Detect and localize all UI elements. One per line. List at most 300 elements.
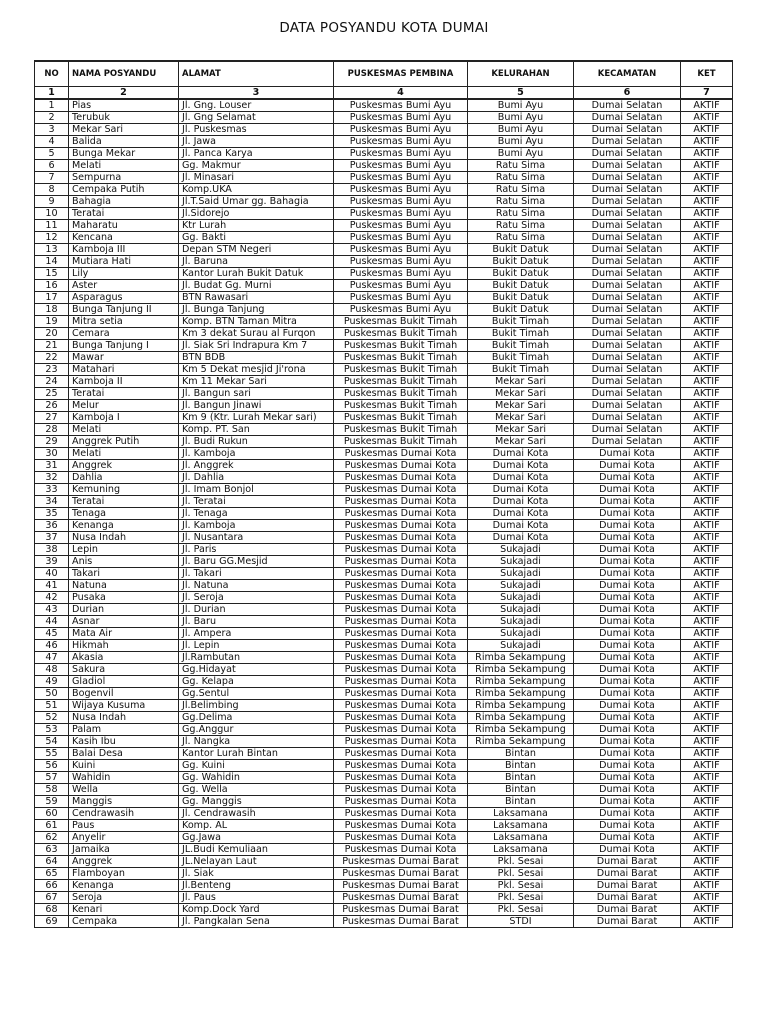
cell-kelurahan: Sukajadi — [468, 604, 574, 616]
cell-no: 29 — [35, 436, 69, 448]
cell-puskesmas-pembina: Puskesmas Dumai Barat — [334, 868, 468, 880]
cell-no: 38 — [35, 544, 69, 556]
table-row — [35, 796, 733, 808]
cell-kecamatan: Dumai Selatan — [574, 364, 681, 376]
cell-no: 15 — [35, 268, 69, 280]
cell-ket: AKTIF — [681, 736, 733, 748]
cell-kecamatan: Dumai Kota — [574, 808, 681, 820]
cell-no: 35 — [35, 508, 69, 520]
cell-puskesmas-pembina: Puskesmas Dumai Kota — [334, 508, 468, 520]
cell-alamat: Jl. Tenaga — [179, 508, 334, 520]
cell-puskesmas-pembina: Puskesmas Bukit Timah — [334, 328, 468, 340]
table-row — [35, 820, 733, 832]
cell-kelurahan: Bumi Ayu — [468, 124, 574, 136]
cell-alamat: Depan STM Negeri — [179, 244, 334, 256]
cell-alamat: Jl.Rambutan — [179, 652, 334, 664]
cell-no: 11 — [35, 220, 69, 232]
cell-kecamatan: Dumai Selatan — [574, 184, 681, 196]
cell-kecamatan: Dumai Kota — [574, 640, 681, 652]
table-row — [35, 448, 733, 460]
cell-ket: AKTIF — [681, 424, 733, 436]
cell-kelurahan: Bukit Datuk — [468, 280, 574, 292]
cell-kecamatan: Dumai Selatan — [574, 112, 681, 124]
cell-ket: AKTIF — [681, 592, 733, 604]
cell-puskesmas-pembina: Puskesmas Dumai Kota — [334, 472, 468, 484]
cell-kecamatan: Dumai Kota — [574, 544, 681, 556]
cell-nama-posyandu: Jamaika — [69, 844, 179, 856]
cell-nama-posyandu: Kamboja I — [69, 412, 179, 424]
cell-ket: AKTIF — [681, 184, 733, 196]
table-row — [35, 568, 733, 580]
cell-ket: AKTIF — [681, 400, 733, 412]
cell-puskesmas-pembina: Puskesmas Bumi Ayu — [334, 292, 468, 304]
cell-nama-posyandu: Melati — [69, 424, 179, 436]
cell-alamat: Jl.Sidorejo — [179, 208, 334, 220]
cell-alamat: Jl. Bangun sari — [179, 388, 334, 400]
cell-kelurahan: Laksamana — [468, 832, 574, 844]
cell-alamat: Jl. Minasari — [179, 172, 334, 184]
cell-alamat: Gg. Makmur — [179, 160, 334, 172]
cell-nama-posyandu: Natuna — [69, 580, 179, 592]
cell-kelurahan: Pkl. Sesai — [468, 904, 574, 916]
cell-puskesmas-pembina: Puskesmas Dumai Kota — [334, 808, 468, 820]
cell-puskesmas-pembina: Puskesmas Dumai Kota — [334, 772, 468, 784]
cell-nama-posyandu: Asparagus — [69, 292, 179, 304]
cell-nama-posyandu: Akasia — [69, 652, 179, 664]
cell-no: 34 — [35, 496, 69, 508]
cell-alamat: Jl.Belimbing — [179, 700, 334, 712]
cell-ket: AKTIF — [681, 760, 733, 772]
cell-no: 30 — [35, 448, 69, 460]
table-row — [35, 544, 733, 556]
cell-kelurahan: Sukajadi — [468, 616, 574, 628]
cell-alamat: Jl. Puskesmas — [179, 124, 334, 136]
cell-puskesmas-pembina: Puskesmas Bumi Ayu — [334, 112, 468, 124]
cell-ket: AKTIF — [681, 472, 733, 484]
cell-kecamatan: Dumai Kota — [574, 844, 681, 856]
cell-kecamatan: Dumai Barat — [574, 880, 681, 892]
cell-ket: AKTIF — [681, 832, 733, 844]
cell-nama-posyandu: Palam — [69, 724, 179, 736]
cell-nama-posyandu: Lily — [69, 268, 179, 280]
cell-ket: AKTIF — [681, 568, 733, 580]
cell-kecamatan: Dumai Kota — [574, 712, 681, 724]
cell-nama-posyandu: Kamboja II — [69, 376, 179, 388]
cell-kelurahan: Dumai Kota — [468, 496, 574, 508]
cell-kelurahan: Bintan — [468, 748, 574, 760]
table-row — [35, 340, 733, 352]
cell-ket: AKTIF — [681, 412, 733, 424]
cell-nama-posyandu: Sempurna — [69, 172, 179, 184]
cell-no: 19 — [35, 316, 69, 328]
cell-no: 66 — [35, 880, 69, 892]
cell-puskesmas-pembina: Puskesmas Bumi Ayu — [334, 304, 468, 316]
cell-ket: AKTIF — [681, 652, 733, 664]
table-row — [35, 580, 733, 592]
cell-ket: AKTIF — [681, 172, 733, 184]
page-title: DATA POSYANDU KOTA DUMAI — [279, 20, 489, 36]
cell-nama-posyandu: Pias — [69, 99, 179, 112]
cell-ket: AKTIF — [681, 820, 733, 832]
table-row — [35, 316, 733, 328]
table-row — [35, 256, 733, 268]
cell-nama-posyandu: Tenaga — [69, 508, 179, 520]
cell-nama-posyandu: Mutiara Hati — [69, 256, 179, 268]
cell-no: 27 — [35, 412, 69, 424]
table-row — [35, 892, 733, 904]
cell-ket: AKTIF — [681, 448, 733, 460]
cell-ket: AKTIF — [681, 844, 733, 856]
cell-ket: AKTIF — [681, 712, 733, 724]
cell-kelurahan: Sukajadi — [468, 628, 574, 640]
table-row — [35, 868, 733, 880]
cell-no: 24 — [35, 376, 69, 388]
cell-alamat: Ktr Lurah — [179, 220, 334, 232]
cell-kelurahan: Bintan — [468, 760, 574, 772]
table-row — [35, 232, 733, 244]
cell-ket: AKTIF — [681, 148, 733, 160]
cell-kecamatan: Dumai Kota — [574, 796, 681, 808]
cell-alamat: Komp.Dock Yard — [179, 904, 334, 916]
cell-puskesmas-pembina: Puskesmas Dumai Kota — [334, 592, 468, 604]
cell-puskesmas-pembina: Puskesmas Dumai Kota — [334, 724, 468, 736]
cell-kelurahan: Bukit Datuk — [468, 244, 574, 256]
cell-kelurahan: Mekar Sari — [468, 400, 574, 412]
cell-alamat: Komp. BTN Taman Mitra — [179, 316, 334, 328]
column-number: 4 — [334, 87, 468, 100]
cell-kecamatan: Dumai Kota — [574, 508, 681, 520]
cell-alamat: Km 3 dekat Surau al Furqon — [179, 328, 334, 340]
table-row — [35, 748, 733, 760]
header-no: NO — [35, 61, 69, 87]
cell-no: 26 — [35, 400, 69, 412]
cell-kecamatan: Dumai Kota — [574, 832, 681, 844]
cell-puskesmas-pembina: Puskesmas Bumi Ayu — [334, 172, 468, 184]
cell-kecamatan: Dumai Selatan — [574, 220, 681, 232]
table-row — [35, 484, 733, 496]
cell-ket: AKTIF — [681, 772, 733, 784]
cell-kelurahan: Rimba Sekampung — [468, 712, 574, 724]
header-row — [35, 61, 733, 87]
cell-alamat: Gg. Kelapa — [179, 676, 334, 688]
cell-ket: AKTIF — [681, 664, 733, 676]
cell-nama-posyandu: Durian — [69, 604, 179, 616]
cell-no: 49 — [35, 676, 69, 688]
cell-kelurahan: Bukit Timah — [468, 316, 574, 328]
cell-no: 7 — [35, 172, 69, 184]
cell-nama-posyandu: Kasih Ibu — [69, 736, 179, 748]
table-row — [35, 160, 733, 172]
cell-kelurahan: Dumai Kota — [468, 460, 574, 472]
cell-alamat: Jl. Bangun Jinawi — [179, 400, 334, 412]
cell-kelurahan: Pkl. Sesai — [468, 880, 574, 892]
cell-ket: AKTIF — [681, 280, 733, 292]
cell-ket: AKTIF — [681, 880, 733, 892]
cell-kecamatan: Dumai Selatan — [574, 136, 681, 148]
cell-kecamatan: Dumai Selatan — [574, 328, 681, 340]
cell-puskesmas-pembina: Puskesmas Bumi Ayu — [334, 148, 468, 160]
cell-kecamatan: Dumai Kota — [574, 460, 681, 472]
cell-puskesmas-pembina: Puskesmas Dumai Kota — [334, 520, 468, 532]
table-row — [35, 556, 733, 568]
cell-puskesmas-pembina: Puskesmas Dumai Kota — [334, 628, 468, 640]
cell-kecamatan: Dumai Selatan — [574, 99, 681, 112]
cell-kecamatan: Dumai Kota — [574, 604, 681, 616]
cell-ket: AKTIF — [681, 256, 733, 268]
cell-kelurahan: Sukajadi — [468, 568, 574, 580]
cell-kelurahan: Dumai Kota — [468, 472, 574, 484]
cell-kelurahan: Rimba Sekampung — [468, 724, 574, 736]
table-row — [35, 712, 733, 724]
cell-ket: AKTIF — [681, 796, 733, 808]
cell-kecamatan: Dumai Selatan — [574, 304, 681, 316]
cell-kecamatan: Dumai Selatan — [574, 172, 681, 184]
cell-alamat: Jl. Seroja — [179, 592, 334, 604]
cell-nama-posyandu: Nusa Indah — [69, 532, 179, 544]
cell-nama-posyandu: Kuini — [69, 760, 179, 772]
cell-puskesmas-pembina: Puskesmas Bukit Timah — [334, 436, 468, 448]
table-row — [35, 640, 733, 652]
table-row — [35, 460, 733, 472]
cell-kelurahan: Sukajadi — [468, 592, 574, 604]
cell-ket: AKTIF — [681, 784, 733, 796]
cell-nama-posyandu: Teratai — [69, 496, 179, 508]
cell-alamat: Kantor Lurah Bintan — [179, 748, 334, 760]
cell-kelurahan: Bukit Datuk — [468, 268, 574, 280]
cell-puskesmas-pembina: Puskesmas Dumai Barat — [334, 892, 468, 904]
cell-puskesmas-pembina: Puskesmas Dumai Kota — [334, 832, 468, 844]
table-row — [35, 772, 733, 784]
cell-puskesmas-pembina: Puskesmas Dumai Kota — [334, 448, 468, 460]
cell-alamat: Jl. Kamboja — [179, 448, 334, 460]
cell-alamat: Jl. Panca Karya — [179, 148, 334, 160]
cell-puskesmas-pembina: Puskesmas Bukit Timah — [334, 352, 468, 364]
cell-no: 57 — [35, 772, 69, 784]
cell-alamat: Jl. Siak Sri Indrapura Km 7 — [179, 340, 334, 352]
cell-kecamatan: Dumai Barat — [574, 856, 681, 868]
cell-alamat: Jl. Baruna — [179, 256, 334, 268]
cell-nama-posyandu: Balai Desa — [69, 748, 179, 760]
cell-ket: AKTIF — [681, 904, 733, 916]
cell-alamat: Jl. Baru — [179, 616, 334, 628]
cell-alamat: Jl. Gng Selamat — [179, 112, 334, 124]
cell-puskesmas-pembina: Puskesmas Dumai Kota — [334, 604, 468, 616]
cell-puskesmas-pembina: Puskesmas Dumai Kota — [334, 556, 468, 568]
cell-alamat: Jl.T.Said Umar gg. Bahagia — [179, 196, 334, 208]
cell-alamat: Jl. Imam Bonjol — [179, 484, 334, 496]
cell-alamat: Jl.Benteng — [179, 880, 334, 892]
cell-puskesmas-pembina: Puskesmas Bumi Ayu — [334, 268, 468, 280]
cell-alamat: Kantor Lurah Bukit Datuk — [179, 268, 334, 280]
cell-kecamatan: Dumai Kota — [574, 556, 681, 568]
cell-nama-posyandu: Kenanga — [69, 520, 179, 532]
table-row — [35, 688, 733, 700]
cell-ket: AKTIF — [681, 604, 733, 616]
cell-no: 6 — [35, 160, 69, 172]
cell-puskesmas-pembina: Puskesmas Dumai Kota — [334, 496, 468, 508]
cell-alamat: Km 5 Dekat mesjid Ji'rona — [179, 364, 334, 376]
cell-alamat: Gg. Kuini — [179, 760, 334, 772]
cell-alamat: Gg. Wella — [179, 784, 334, 796]
cell-ket: AKTIF — [681, 532, 733, 544]
header-alamat: ALAMAT — [179, 61, 334, 87]
table-row — [35, 99, 733, 112]
cell-kelurahan: Dumai Kota — [468, 532, 574, 544]
cell-ket: AKTIF — [681, 220, 733, 232]
cell-kelurahan: Laksamana — [468, 820, 574, 832]
header-kelurahan: KELURAHAN — [468, 61, 574, 87]
cell-no: 48 — [35, 664, 69, 676]
cell-puskesmas-pembina: Puskesmas Bukit Timah — [334, 316, 468, 328]
table-row — [35, 292, 733, 304]
cell-ket: AKTIF — [681, 232, 733, 244]
table-row — [35, 208, 733, 220]
cell-puskesmas-pembina: Puskesmas Bumi Ayu — [334, 256, 468, 268]
cell-kecamatan: Dumai Selatan — [574, 160, 681, 172]
cell-kecamatan: Dumai Barat — [574, 868, 681, 880]
column-number: 5 — [468, 87, 574, 100]
cell-ket: AKTIF — [681, 304, 733, 316]
cell-puskesmas-pembina: Puskesmas Dumai Kota — [334, 532, 468, 544]
table-row — [35, 364, 733, 376]
cell-nama-posyandu: Kenanga — [69, 880, 179, 892]
column-number: 2 — [69, 87, 179, 100]
cell-nama-posyandu: Matahari — [69, 364, 179, 376]
cell-kelurahan: Rimba Sekampung — [468, 688, 574, 700]
table-row — [35, 880, 733, 892]
cell-nama-posyandu: Anggrek Putih — [69, 436, 179, 448]
cell-puskesmas-pembina: Puskesmas Dumai Kota — [334, 484, 468, 496]
cell-no: 20 — [35, 328, 69, 340]
table-row — [35, 196, 733, 208]
cell-ket: AKTIF — [681, 700, 733, 712]
cell-alamat: Gg.Sentul — [179, 688, 334, 700]
cell-kelurahan: Mekar Sari — [468, 388, 574, 400]
cell-no: 53 — [35, 724, 69, 736]
column-number: 7 — [681, 87, 733, 100]
cell-kelurahan: Pkl. Sesai — [468, 856, 574, 868]
cell-alamat: Jl. Cendrawasih — [179, 808, 334, 820]
cell-alamat: Komp.UKA — [179, 184, 334, 196]
cell-kelurahan: Bukit Datuk — [468, 292, 574, 304]
cell-kecamatan: Dumai Kota — [574, 592, 681, 604]
cell-alamat: Jl. Takari — [179, 568, 334, 580]
table-row — [35, 664, 733, 676]
cell-ket: AKTIF — [681, 352, 733, 364]
cell-no: 64 — [35, 856, 69, 868]
cell-kecamatan: Dumai Kota — [574, 724, 681, 736]
cell-puskesmas-pembina: Puskesmas Dumai Kota — [334, 700, 468, 712]
cell-puskesmas-pembina: Puskesmas Dumai Kota — [334, 460, 468, 472]
cell-kecamatan: Dumai Barat — [574, 916, 681, 928]
cell-nama-posyandu: Kemuning — [69, 484, 179, 496]
cell-kecamatan: Dumai Selatan — [574, 196, 681, 208]
cell-nama-posyandu: Cempaka Putih — [69, 184, 179, 196]
cell-no: 40 — [35, 568, 69, 580]
cell-ket: AKTIF — [681, 892, 733, 904]
cell-no: 18 — [35, 304, 69, 316]
table-row — [35, 352, 733, 364]
cell-ket: AKTIF — [681, 376, 733, 388]
cell-no: 32 — [35, 472, 69, 484]
cell-kelurahan: Rimba Sekampung — [468, 652, 574, 664]
cell-puskesmas-pembina: Puskesmas Bumi Ayu — [334, 99, 468, 112]
cell-puskesmas-pembina: Puskesmas Dumai Kota — [334, 712, 468, 724]
cell-alamat: Gg. Wahidin — [179, 772, 334, 784]
cell-no: 4 — [35, 136, 69, 148]
table-row — [35, 124, 733, 136]
cell-kecamatan: Dumai Selatan — [574, 208, 681, 220]
cell-no: 36 — [35, 520, 69, 532]
cell-puskesmas-pembina: Puskesmas Dumai Kota — [334, 676, 468, 688]
cell-kecamatan: Dumai Selatan — [574, 268, 681, 280]
cell-no: 14 — [35, 256, 69, 268]
table-row — [35, 604, 733, 616]
cell-alamat: Jl. Paus — [179, 892, 334, 904]
cell-kecamatan: Dumai Selatan — [574, 388, 681, 400]
cell-alamat: Jl. Natuna — [179, 580, 334, 592]
table-row — [35, 760, 733, 772]
cell-alamat: Jl. Durian — [179, 604, 334, 616]
cell-nama-posyandu: Flamboyan — [69, 868, 179, 880]
cell-puskesmas-pembina: Puskesmas Bukit Timah — [334, 376, 468, 388]
cell-ket: AKTIF — [681, 688, 733, 700]
cell-no: 25 — [35, 388, 69, 400]
cell-no: 43 — [35, 604, 69, 616]
header-kecamatan: KECAMATAN — [574, 61, 681, 87]
table-row — [35, 388, 733, 400]
cell-ket: AKTIF — [681, 112, 733, 124]
cell-puskesmas-pembina: Puskesmas Dumai Kota — [334, 736, 468, 748]
cell-nama-posyandu: Mitra setia — [69, 316, 179, 328]
cell-alamat: Gg.Anggur — [179, 724, 334, 736]
cell-alamat: Jl. Budi Rukun — [179, 436, 334, 448]
cell-kelurahan: Sukajadi — [468, 580, 574, 592]
cell-ket: AKTIF — [681, 124, 733, 136]
cell-alamat: Km 9 (Ktr. Lurah Mekar sari) — [179, 412, 334, 424]
cell-kecamatan: Dumai Selatan — [574, 436, 681, 448]
table-row — [35, 148, 733, 160]
cell-puskesmas-pembina: Puskesmas Dumai Kota — [334, 820, 468, 832]
cell-puskesmas-pembina: Puskesmas Dumai Kota — [334, 568, 468, 580]
cell-kelurahan: Sukajadi — [468, 544, 574, 556]
cell-no: 39 — [35, 556, 69, 568]
cell-ket: AKTIF — [681, 808, 733, 820]
cell-ket: AKTIF — [681, 208, 733, 220]
table-row — [35, 436, 733, 448]
cell-kelurahan: Laksamana — [468, 844, 574, 856]
table-body — [35, 99, 733, 928]
cell-puskesmas-pembina: Puskesmas Dumai Kota — [334, 580, 468, 592]
cell-puskesmas-pembina: Puskesmas Dumai Kota — [334, 652, 468, 664]
cell-ket: AKTIF — [681, 748, 733, 760]
cell-kelurahan: Rimba Sekampung — [468, 700, 574, 712]
cell-no: 5 — [35, 148, 69, 160]
cell-nama-posyandu: Kencana — [69, 232, 179, 244]
cell-alamat: Jl. Ampera — [179, 628, 334, 640]
cell-kecamatan: Dumai Kota — [574, 652, 681, 664]
cell-kecamatan: Dumai Kota — [574, 688, 681, 700]
cell-puskesmas-pembina: Puskesmas Bumi Ayu — [334, 136, 468, 148]
cell-kelurahan: Dumai Kota — [468, 484, 574, 496]
cell-no: 51 — [35, 700, 69, 712]
cell-nama-posyandu: Aster — [69, 280, 179, 292]
cell-no: 50 — [35, 688, 69, 700]
cell-nama-posyandu: Bunga Tanjung I — [69, 340, 179, 352]
cell-alamat: Jl. Baru GG.Mesjid — [179, 556, 334, 568]
table-row — [35, 508, 733, 520]
cell-puskesmas-pembina: Puskesmas Bumi Ayu — [334, 220, 468, 232]
